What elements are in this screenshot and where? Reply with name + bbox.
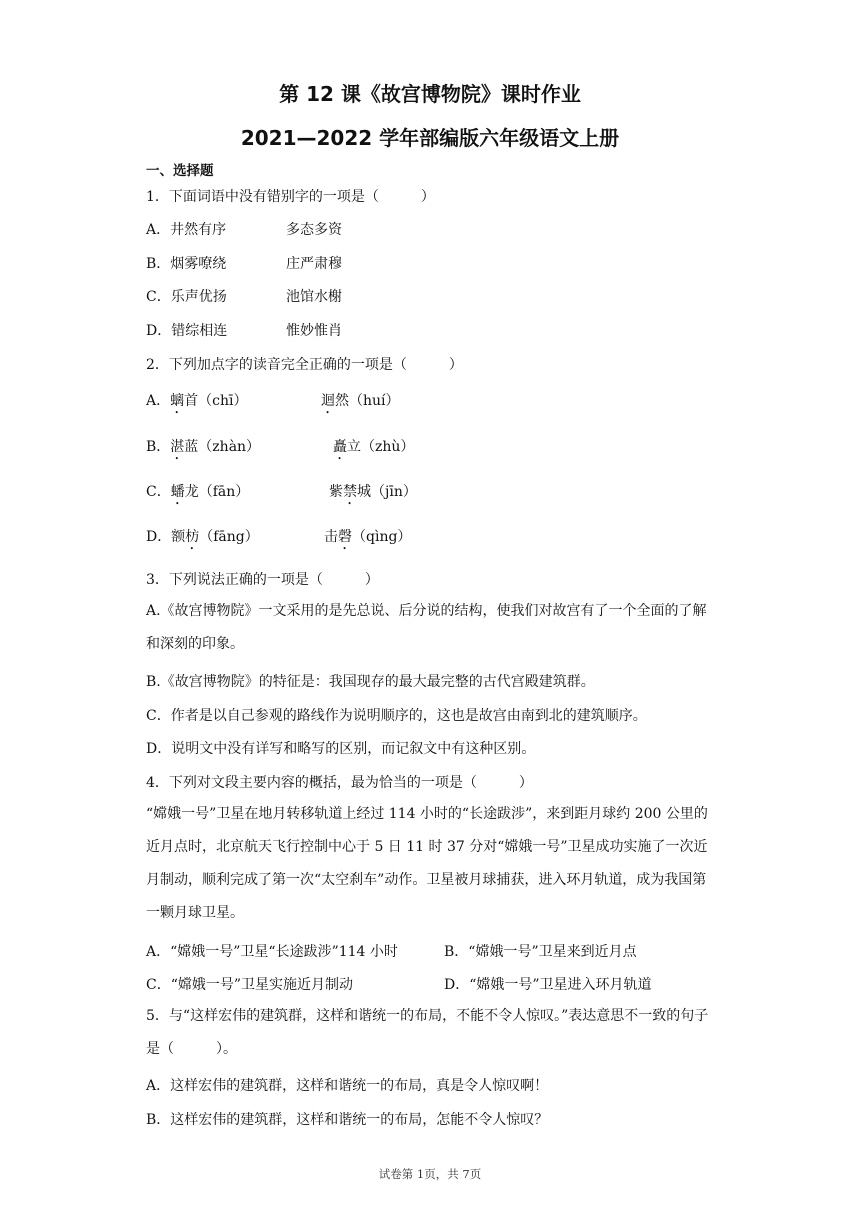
question-4-stem: 4．下列对文段主要内容的概括，最为恰当的一项是（ ） [146,775,533,791]
q2-c-word1-pre: C． [146,484,171,500]
q2-option-b [146,436,415,463]
q1-option-b-1: B．烟雾嘹绕 [146,256,227,272]
q2-b-word1-post: 蓝（zhàn） [184,439,261,455]
q2-d-word1-post: （fāng） [199,529,259,545]
q5-option-a: A．这样宏伟的建筑群，这样和谐统一的布局，真是令人惊叹啊！ [146,1078,549,1094]
q2-option-d [146,526,412,553]
question-5-stem: 5．与“这样宏伟的建筑群，这样和谐统一的布局，不能不令人惊叹。”表达意思不一致的句子是（ ）。 [146,1008,709,1057]
page-footer: 试卷第 1页，共 7页 [378,1167,482,1181]
q1-option-d-1: D．错综相连 [146,323,228,339]
q4-option-c-text: C．“嫦娥一号”卫星实施近月制动 [146,977,354,993]
q2-c-word2-post: 城（jīn） [357,484,417,500]
q2-b-word1-dotted: 湛 [170,439,185,455]
q2-c-word2-dotted: 禁 [343,484,357,500]
q2-a-word2-dotted: 迴 [321,393,335,409]
q1-option-c-2: 池馆水榭 [286,289,342,305]
q3-option-a: A.《故宫博物院》一文采用的是先总说、后分说的结构，使我们对故宫有了一个全面的了解和深刻的印象。 [146,603,707,652]
q1-option-d [146,320,342,340]
doc-subtitle: 2021—2022 学年部编版六年级语文上册 [240,126,620,150]
section-heading: 一、选择题 [146,163,214,179]
q1-option-a [146,219,342,239]
q2-b-word1-pre: B． [146,439,171,455]
q2-b-word2 [333,436,414,463]
q1-option-c-1: C．乐声优扬 [146,289,227,305]
q2-d-word1-dotted: 枋 [185,529,200,545]
q1-option-b-2: 庄严肃穆 [286,256,342,272]
q2-c-word1 [146,484,249,500]
question-3-stem: 3．下列说法正确的一项是（ ） [146,572,379,588]
q2-c-word2-pre: 紫 [329,484,343,500]
q2-c-word1-post: 龙（fān） [184,484,250,500]
q2-d-word1 [146,529,259,545]
q1-option-b [146,253,342,273]
q3-option-b: B.《故宫博物院》的特征是：我国现存的最大最完整的古代宫殿建筑群。 [146,674,595,690]
q2-a-word2-post: 然（huí） [335,393,400,409]
q2-d-word2-dotted: 磬 [338,529,352,545]
q3-option-d: D．说明文中没有详写和略写的区别，而记叙文中有这种区别。 [146,741,536,757]
question-2-stem: 2．下列加点字的读音完全正确的一项是（ ） [146,357,463,373]
q1-option-a-1: A．井然有序 [146,222,227,238]
q2-a-word2 [321,390,400,417]
q4-option-a [146,941,637,961]
q2-b-word2-post: 立（zhù） [347,439,415,455]
q2-b-word2-dotted: 矗 [333,439,347,455]
q2-d-word2-post: （qìng） [352,529,412,545]
doc-title: 第 12 课《故宫博物院》课时作业 [279,82,581,106]
q2-b-word1 [146,439,260,455]
q2-d-word2 [324,526,411,553]
q1-option-a-2: 多态多资 [286,222,342,238]
q2-c-word2 [329,481,417,508]
question-1-stem: 1．下面词语中没有错别字的一项是（ ） [146,189,435,205]
q2-a-word1-post: 首（chī） [184,393,248,409]
q3-option-c: C．作者是以自己参观的路线作为说明顺序的，这也是故宫由南到北的建筑顺序。 [146,708,647,724]
q2-d-word1-pre: D．额 [146,529,186,545]
q2-a-word1 [146,393,247,409]
q4-option-b-text: B．“嫦娥一号”卫星来到近月点 [444,944,637,960]
q4-passage: “嫦娥一号”卫星在地月转移轨道上经过 114 小时的“长途跋涉”，来到距月球约 200 公里的近月点时，北京航天飞行控制中心于 5 日 11 时 37 分对“嫦娥一号”卫星成功实施了一次近月制动，顺利完成了第一次“太空刹车”动作。卫星被月球捕获，进入环月轨道，成为我国第一颗月球卫星。 [146,806,708,921]
q2-c-word1-dotted: 蟠 [170,484,185,500]
q2-a-word1-dotted: 螭 [170,393,185,409]
q1-option-d-2: 惟妙惟肖 [286,323,342,339]
q2-option-a [146,390,400,417]
q4-option-a-text: A．“嫦娥一号”卫星“长途跋涉”114 小时 [146,944,398,960]
q2-a-word1-pre: A． [146,393,171,409]
q2-option-c [146,481,417,508]
q5-option-b: B．这样宏伟的建筑群，这样和谐统一的布局，怎能不令人惊叹？ [146,1112,549,1128]
q1-option-c [146,286,342,306]
q4-option-c [146,974,652,994]
q4-option-d-text: D．“嫦娥一号”卫星进入环月轨道 [444,977,652,993]
q2-d-word2-pre: 击 [324,529,338,545]
